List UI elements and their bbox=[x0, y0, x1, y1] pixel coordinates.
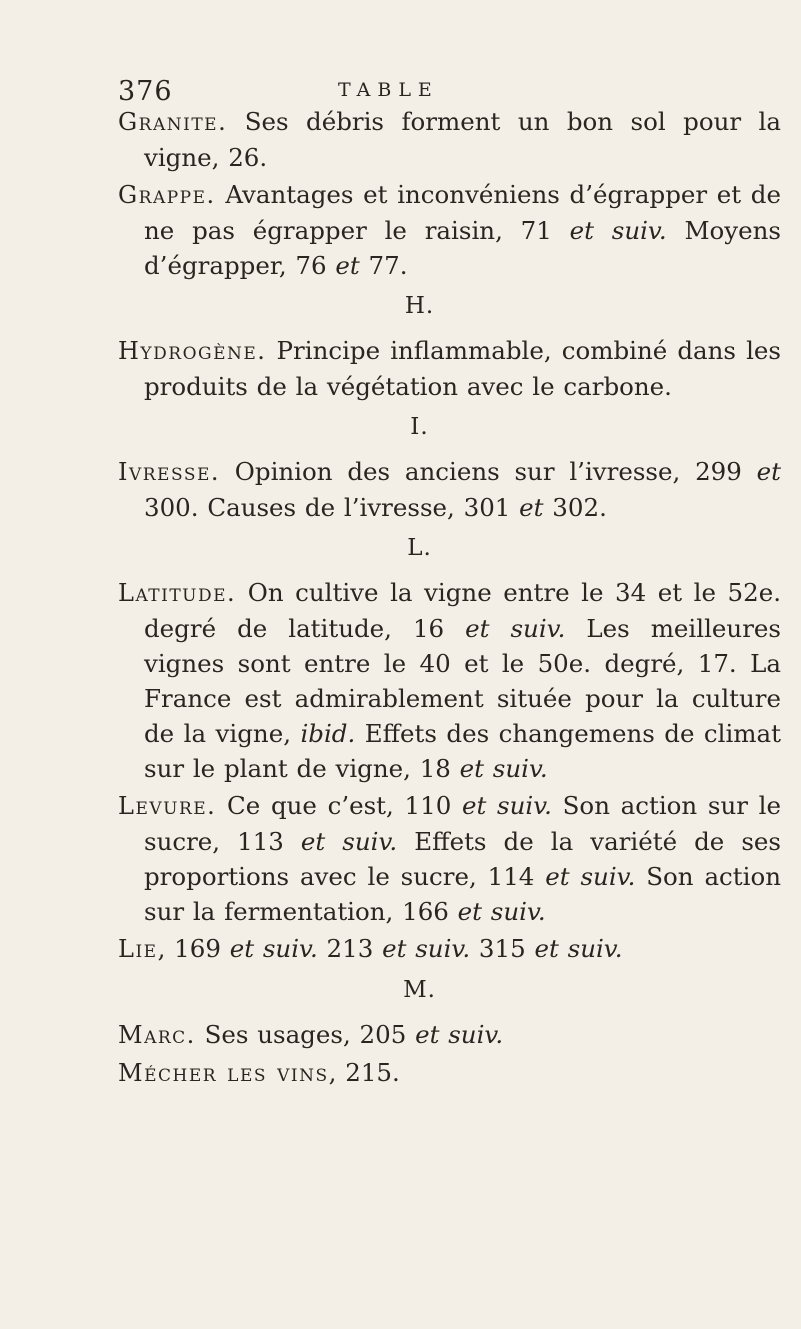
entry-text: Son action sur le sucre, 113 bbox=[144, 791, 782, 856]
index-entry bbox=[118, 333, 781, 404]
entry-reference-italic: et suiv. bbox=[569, 216, 667, 245]
entry-reference-italic: et bbox=[335, 251, 360, 280]
entry-headword: Lie bbox=[118, 935, 158, 963]
entry-headword: Hydrogène. bbox=[118, 337, 267, 365]
entry-reference-italic: et bbox=[756, 457, 781, 486]
entry-text: 302. bbox=[543, 493, 607, 522]
entry-text: Ses usages, 205 bbox=[195, 1020, 416, 1049]
entry-text: Principe inflammable, combiné dans les produits de la végétation avec le carbone. bbox=[144, 336, 781, 401]
entry-reference-italic: et bbox=[519, 493, 544, 522]
running-title: TABLE bbox=[338, 79, 439, 101]
entry-text: Opinion des anciens sur l’ivresse, 299 bbox=[220, 457, 757, 486]
index-entry bbox=[118, 931, 781, 967]
entry-reference-italic: et suiv. bbox=[545, 862, 636, 891]
entry-text: Effets de la variété de ses proportions avec le sucre, 114 bbox=[144, 827, 781, 891]
entry-text: 300. Causes de l’ivresse, 301 bbox=[144, 493, 520, 522]
index-entry bbox=[118, 575, 781, 786]
section-letter-heading: H. bbox=[404, 293, 435, 319]
index-entry bbox=[118, 104, 781, 175]
section-letter-heading: M. bbox=[403, 977, 436, 1003]
entry-text: On cultive la vigne entre le 34 et le 52e. degré de latitude, 16 bbox=[144, 578, 781, 643]
entry-text: 77. bbox=[359, 251, 408, 280]
entry-headword: Mécher les vins bbox=[118, 1059, 329, 1087]
entry-reference-italic: et suiv. bbox=[382, 934, 471, 963]
entry-reference-italic: et suiv. bbox=[300, 827, 398, 856]
entry-reference-italic: et suiv. bbox=[459, 754, 548, 783]
entry-reference-italic: et suiv. bbox=[461, 791, 552, 820]
index-entry bbox=[118, 1055, 781, 1091]
entry-text: 213 bbox=[317, 934, 383, 963]
entry-reference-italic: ibid. bbox=[300, 719, 356, 748]
entry-reference-italic: et suiv. bbox=[229, 934, 318, 963]
entry-text: Moyens d’égrapper, 76 bbox=[144, 216, 781, 280]
page-number: 376 bbox=[118, 76, 173, 107]
entry-reference-italic: et suiv. bbox=[534, 934, 623, 963]
entry-headword: Ivresse. bbox=[118, 458, 220, 486]
entry-text: , 169 bbox=[157, 934, 230, 963]
index-entry bbox=[118, 454, 781, 525]
section-letter-heading: I. bbox=[410, 414, 429, 440]
entry-text: , 215. bbox=[328, 1058, 400, 1087]
entry-headword: Levure. bbox=[118, 792, 217, 820]
entry-reference-italic: et suiv. bbox=[457, 897, 546, 926]
entry-headword: Marc. bbox=[118, 1021, 196, 1049]
page-header bbox=[118, 60, 781, 107]
entry-text: Ce que c’est, 110 bbox=[216, 791, 462, 820]
entry-reference-italic: et suiv. bbox=[465, 614, 566, 643]
entry-text: 315 bbox=[470, 934, 535, 963]
index-entry bbox=[118, 177, 781, 283]
index-entry bbox=[118, 788, 781, 929]
section-letter-heading: L. bbox=[407, 535, 432, 561]
entry-headword: Latitude. bbox=[118, 579, 237, 607]
index-entry bbox=[118, 1017, 781, 1053]
entry-text: Son action sur la fermentation, 166 bbox=[144, 862, 781, 926]
entry-headword: Grappe. bbox=[118, 181, 216, 209]
entry-text: Avantages et inconvéniens d’égrapper et de ne pas égrapper le raisin, 71 bbox=[144, 180, 781, 245]
entry-reference-italic: et suiv. bbox=[415, 1020, 504, 1049]
entry-text: Les meilleures vignes sont entre le 40 et le 50e. degré, 17. La France est admirablement située pour la culture de la vigne, bbox=[144, 614, 781, 748]
index-body bbox=[118, 104, 781, 1091]
entry-headword: Granite. bbox=[118, 108, 228, 136]
entry-text: Effets des changemens de climat sur le plant de vigne, 18 bbox=[144, 719, 781, 783]
entry-text: Ses débris forment un bon sol pour la vigne, 26. bbox=[144, 107, 781, 172]
